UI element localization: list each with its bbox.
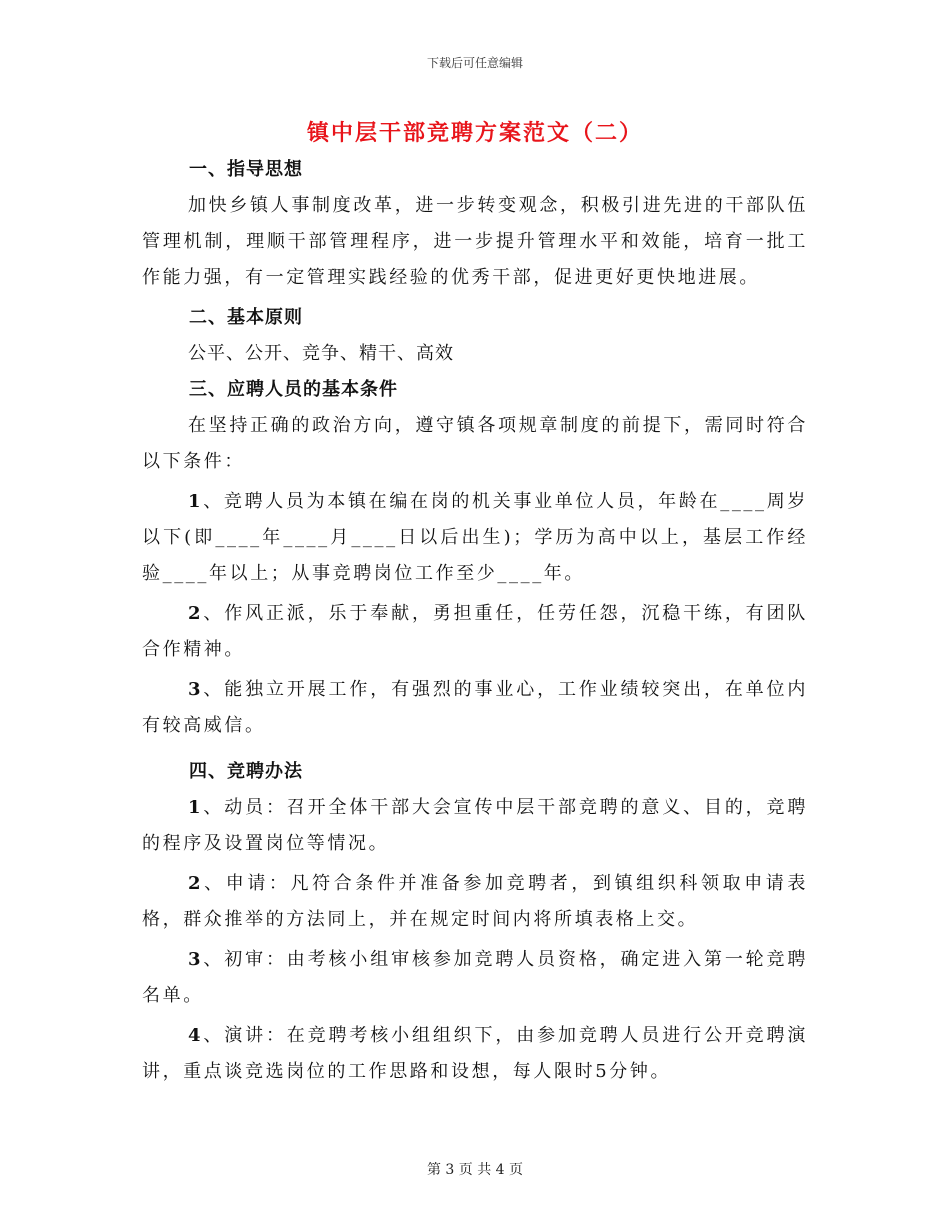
item-text: 、动员：召开全体干部大会宣传中层干部竞聘的意义、目的，竞聘的程序及设置岗位等情况。	[142, 797, 808, 854]
document-title: 镇中层干部竞聘方案范文（二）	[306, 120, 643, 146]
condition-item	[142, 484, 808, 592]
item-text: 、初审：由考核小组审核参加竞聘人员资格，确定进入第一轮竞聘名单。	[142, 949, 808, 1006]
item-text: 、演讲：在竞聘考核小组组织下，由参加竞聘人员进行公开竞聘演讲，重点谈竞选岗位的工作思路和设想，每人限时5分钟。	[142, 1025, 808, 1082]
item-number: 3	[188, 949, 204, 970]
condition-item	[142, 672, 808, 744]
method-item	[142, 942, 808, 1014]
item-number: 1	[188, 797, 204, 818]
method-item	[142, 1018, 808, 1090]
item-number: 1	[188, 491, 204, 512]
condition-item	[142, 596, 808, 668]
document-body	[142, 152, 808, 1090]
page-footer-page-number: 第 3 页 共 4 页	[426, 1162, 524, 1178]
section-heading-basic-conditions: 三、应聘人员的基本条件	[189, 379, 398, 400]
item-text: 、申请：凡符合条件并准备参加竞聘者，到镇组织科领取申请表格，群众推举的方法同上，并在规定时间内将所填表格上交。	[142, 873, 808, 930]
item-number: 4	[188, 1025, 204, 1046]
paragraph-guiding-ideology: 加快乡镇人事制度改革，进一步转变观念，积极引进先进的干部队伍管理机制，理顺干部管理程序，进一步提升管理水平和效能，培育一批工作能力强，有一定管理实践经验的优秀干部，促进更好更快地进展。	[142, 195, 808, 288]
method-item	[142, 790, 808, 862]
page-header-note: 下载后可任意编辑	[426, 56, 523, 70]
item-number: 2	[188, 873, 204, 894]
item-number: 2	[188, 603, 204, 624]
item-text: 、竞聘人员为本镇在编在岗的机关事业单位人员，年龄在____周岁以下(即____年____月____日以后出生)；学历为高中以上，基层工作经验____年以上；从事竞聘岗位工作至少____年。	[142, 491, 808, 584]
item-text: 、作风正派，乐于奉献，勇担重任，任劳任怨，沉稳干练，有团队合作精神。	[142, 603, 808, 660]
item-text: 、能独立开展工作，有强烈的事业心，工作业绩较突出，在单位内有较高威信。	[142, 679, 808, 736]
method-item	[142, 866, 808, 938]
paragraph-conditions-intro: 在坚持正确的政治方向，遵守镇各项规章制度的前提下，需同时符合以下条件：	[142, 415, 808, 472]
section-heading-basic-principles: 二、基本原则	[189, 307, 303, 328]
section-heading-guiding-ideology: 一、指导思想	[189, 159, 303, 180]
paragraph-basic-principles: 公平、公开、竞争、精干、高效	[188, 343, 454, 364]
item-number: 3	[188, 679, 204, 700]
section-heading-competition-methods: 四、竞聘办法	[189, 761, 303, 782]
